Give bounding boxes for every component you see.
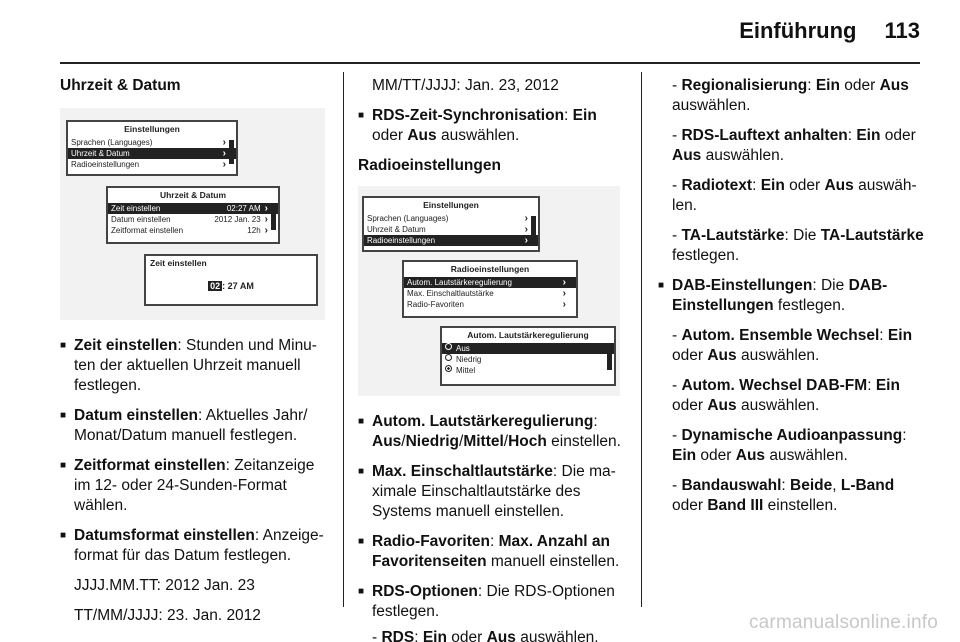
list-item: ■ DAB-Einstellungen: Die DAB-Einstellungen festlegen. [658,276,926,316]
list-item: ■ Autom. Lautstärkeregulierung: Aus/Niedrig/Mittel/Hoch einstellen. [358,412,628,452]
column-1 [60,76,328,636]
chevron-right-icon [223,148,226,159]
menu-row-selected: Autom. Lautstärkeregulierung › [404,277,576,288]
column-3 [658,76,926,526]
menu-row: Radioeinstellungen › [68,159,236,170]
format-line: JJJJ.MM.TT: 2012 Jan. 23 [74,577,255,594]
chevron-right-icon [563,299,566,310]
menu-row-selected: Radioeinstellungen › [364,235,538,246]
panel-title: Einstellungen [124,124,180,134]
settings-panel [66,120,238,176]
page-title: Einführung [739,18,857,43]
panel-title: Zeit einstellen [150,258,207,268]
section-title: Radioeinstellungen [358,157,501,174]
column-divider [641,72,642,607]
radio-settings-screenshot [358,186,620,396]
radio-option: Niedrig [442,354,614,365]
menu-row: Radio-Favoriten › [404,299,576,310]
list-item: ■ Zeit einstellen: Stunden und Minu-ten der aktuellen Uhrzeit manuell festlegen. [60,336,328,396]
settings-panel [362,196,540,252]
radio-settings-panel [402,260,578,318]
scrollbar [229,140,234,164]
scrollbar [271,206,276,230]
watermark: carmanualsonline.info [748,612,938,633]
radio-option-selected: Aus [442,343,614,354]
chevron-right-icon [525,213,528,224]
panel-title: Radioeinstellungen [450,264,530,274]
panel-title: Autom. Lautstärkeregulierung [467,330,589,340]
format-line: TT/MM/JJJJ: 23. Jan. 2012 [74,607,261,624]
panel-title: Uhrzeit & Datum [159,190,227,200]
menu-row: Zeitformat einstellen 12h › [108,225,278,236]
sub-item: - Regionalisierung: Ein oder Aus auswählen. [672,77,909,114]
time-date-panel [106,186,280,244]
chevron-right-icon [223,159,226,170]
panel-title: Einstellungen [423,200,479,210]
list-item: ■ RDS-Optionen: Die RDS-Optionen festlegen. [358,582,628,622]
list-item: ■ Datum einstellen: Aktuelles Jahr/ Monat/Datum manuell festlegen. [60,406,328,446]
page-number: 113 [884,18,920,43]
list-item: ■ Zeitformat einstellen: Zeitanzeige im 12- oder 24-Sunden-Format wählen. [60,456,328,516]
menu-row: Max. Einschaltlautstärke › [404,288,576,299]
list-item: ■ Max. Einschaltlautstärke: Die ma-ximale Einschaltlautstärke des Systems manuell einstellen. [358,462,628,522]
sub-item: - RDS: Ein oder Aus auswählen. [372,629,599,642]
menu-row: Uhrzeit & Datum › [364,224,538,235]
header-rule [60,62,920,64]
column-2 [358,76,628,642]
sub-item: - RDS-Lauftext anhalten: Ein oder Aus auswählen. [672,127,916,164]
sub-item: - TA-Lautstärke: Die TA-Lautstärke festlegen. [672,227,924,264]
menu-row: Sprachen (Languages) › [364,213,538,224]
volume-control-panel [440,326,616,386]
chevron-right-icon [563,277,566,288]
column-divider [343,72,344,607]
chevron-right-icon [265,203,268,214]
set-time-panel [144,254,318,306]
menu-row-selected: Zeit einstellen 02:27 AM › [108,203,278,214]
scrollbar [607,346,612,370]
list-item: ■ Radio-Favoriten: Max. Anzahl an Favoritenseiten manuell einstellen. [358,532,628,572]
chevron-right-icon [525,224,528,235]
list-item: ■ Datumsformat einstellen: Anzeige-format für das Datum festlegen. [60,526,328,566]
chevron-right-icon [265,225,268,236]
settings-screenshot [60,108,325,320]
sub-item: - Dynamische Audioanpassung: Ein oder Aus auswählen. [672,427,907,464]
sub-item: - Autom. Wechsel DAB-FM: Ein oder Aus auswählen. [672,377,900,414]
chevron-right-icon [563,288,566,299]
chevron-right-icon [525,235,528,246]
section-title: Uhrzeit & Datum [60,77,181,94]
sub-item: - Autom. Ensemble Wechsel: Ein oder Aus auswählen. [672,327,913,364]
menu-row-selected: Uhrzeit & Datum › [68,148,236,159]
radio-option: Mittel [442,365,614,376]
time-display: 02 : 27 AM [210,281,254,291]
scrollbar [531,216,536,240]
menu-row: Datum einstellen 2012 Jan. 23 › [108,214,278,225]
radio-icon [445,354,452,361]
radio-icon [445,343,452,350]
sub-item: - Bandauswahl: Beide, L-Band oder Band III einstellen. [672,477,895,514]
page-header [739,18,920,48]
chevron-right-icon [265,214,268,225]
list-item: ■ RDS-Zeit-Synchronisation: Ein oder Aus auswählen. [358,106,628,146]
chevron-right-icon [223,137,226,148]
format-line: MM/TT/JJJJ: Jan. 23, 2012 [372,77,559,94]
sub-item: - Radiotext: Ein oder Aus auswäh-len. [672,177,917,214]
menu-row: Sprachen (Languages) › [68,137,236,148]
radio-checked-icon [445,365,452,372]
